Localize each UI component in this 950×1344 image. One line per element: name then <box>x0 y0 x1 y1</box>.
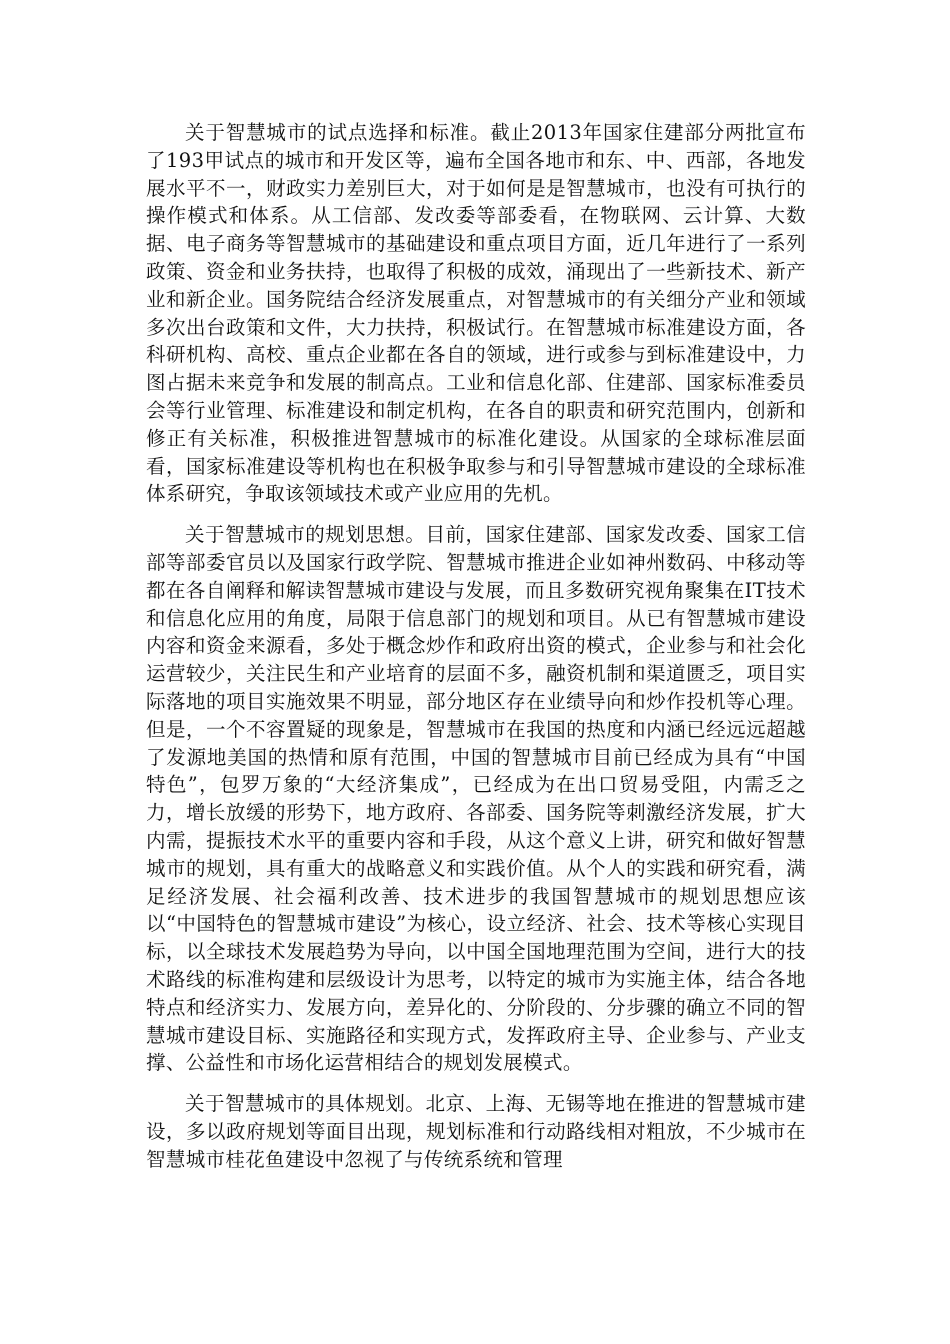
paragraph-specific-planning: 关于智慧城市的具体规划。北京、上海、无锡等地在推进的智慧城市建设，多以政府规划等面目出现，规划标准和行动路线相对粗放，不少城市在智慧城市桂花鱼建设中忽视了与传统系统和管理 <box>146 1092 806 1171</box>
document-page <box>146 119 806 1186</box>
paragraph-planning-thought: 关于智慧城市的规划思想。目前，国家住建部、国家发改委、国家工信部等部委官员以及国家行政学院、智慧城市推进企业如神州数码、中移动等都在各自阐释和解读智慧城市建设与发展，而且多数研究视角聚集在IT技术和信息化应用的角度，局限于信息部门的规划和项目。从已有智慧城市建设内容和资金来源看，多处于概念炒作和政府出资的模式，企业参与和社会化运营较少，关注民生和产业培育的层面不多，融资机制和渠道匮乏，项目实际落地的项目实施效果不明显，部分地区存在业绩导向和炒作投机等心理。但是，一个不容置疑的现象是，智慧城市在我国的热度和内涵已经远远超越了发源地美国的热情和原有范围，中国的智慧城市目前已经成为具有“中国特色”，包罗万象的“大经济集成”，已经成为在出口贸易受阻，内需乏之力，增长放缓的形势下，地方政府、各部委、国务院等刺激经济发展，扩大内需，提振技术水平的重要内容和手段，从这个意义上讲，研究和做好智慧城市的规划，具有重大的战略意义和实践价值。从个人的实践和研究看，满足经济发展、社会福利改善、技术进步的我国智慧城市的规划思想应该以“中国特色的智慧城市建设”为核心，设立经济、社会、技术等核心实现目标，以全球技术发展趋势为导向，以中国全国地理范围为空间，进行大的技术路线的标准构建和层级设计为思考，以特定的城市为实施主体，结合各地特点和经济实力、发展方向，差异化的、分阶段的、分步骤的确立不同的智慧城市建设目标、实施路径和实现方式，发挥政府主导、企业参与、产业支撑、公益性和市场化运营相结合的规划发展模式。 <box>146 523 806 1075</box>
paragraph-pilot-standards: 关于智慧城市的试点选择和标准。截止2013年国家住建部分两批宣布了193甲试点的城市和开发区等，遍布全国各地市和东、中、西部，各地发展水平不一，财政实力差别巨大，对于如何是是智慧城市，也没有可执行的操作模式和体系。从工信部、发改委等部委看，在物联网、云计算、大数据、电子商务等智慧城市的基础建设和重点项目方面，近几年进行了一系列政策、资金和业务扶持，也取得了积极的成效，涌现出了一些新技术、新产业和新企业。国务院结合经济发展重点，对智慧城市的有关细分产业和领域多次出台政策和文件，大力扶持，积极试行。在智慧城市标准建设方面，各科研机构、高校、重点企业都在各自的领域，进行或参与到标准建设中，力图占据未来竞争和发展的制高点。工业和信息化部、住建部、国家标准委员会等行业管理、标准建设和制定机构，在各自的职责和研究范围内，创新和修正有关标准，积极推进智慧城市的标准化建设。从国家的全球标准层面看，国家标准建设等机构也在积极争取参与和引导智慧城市建设的全球标准体系研究，争取该领域技术或产业应用的先机。 <box>146 121 806 506</box>
